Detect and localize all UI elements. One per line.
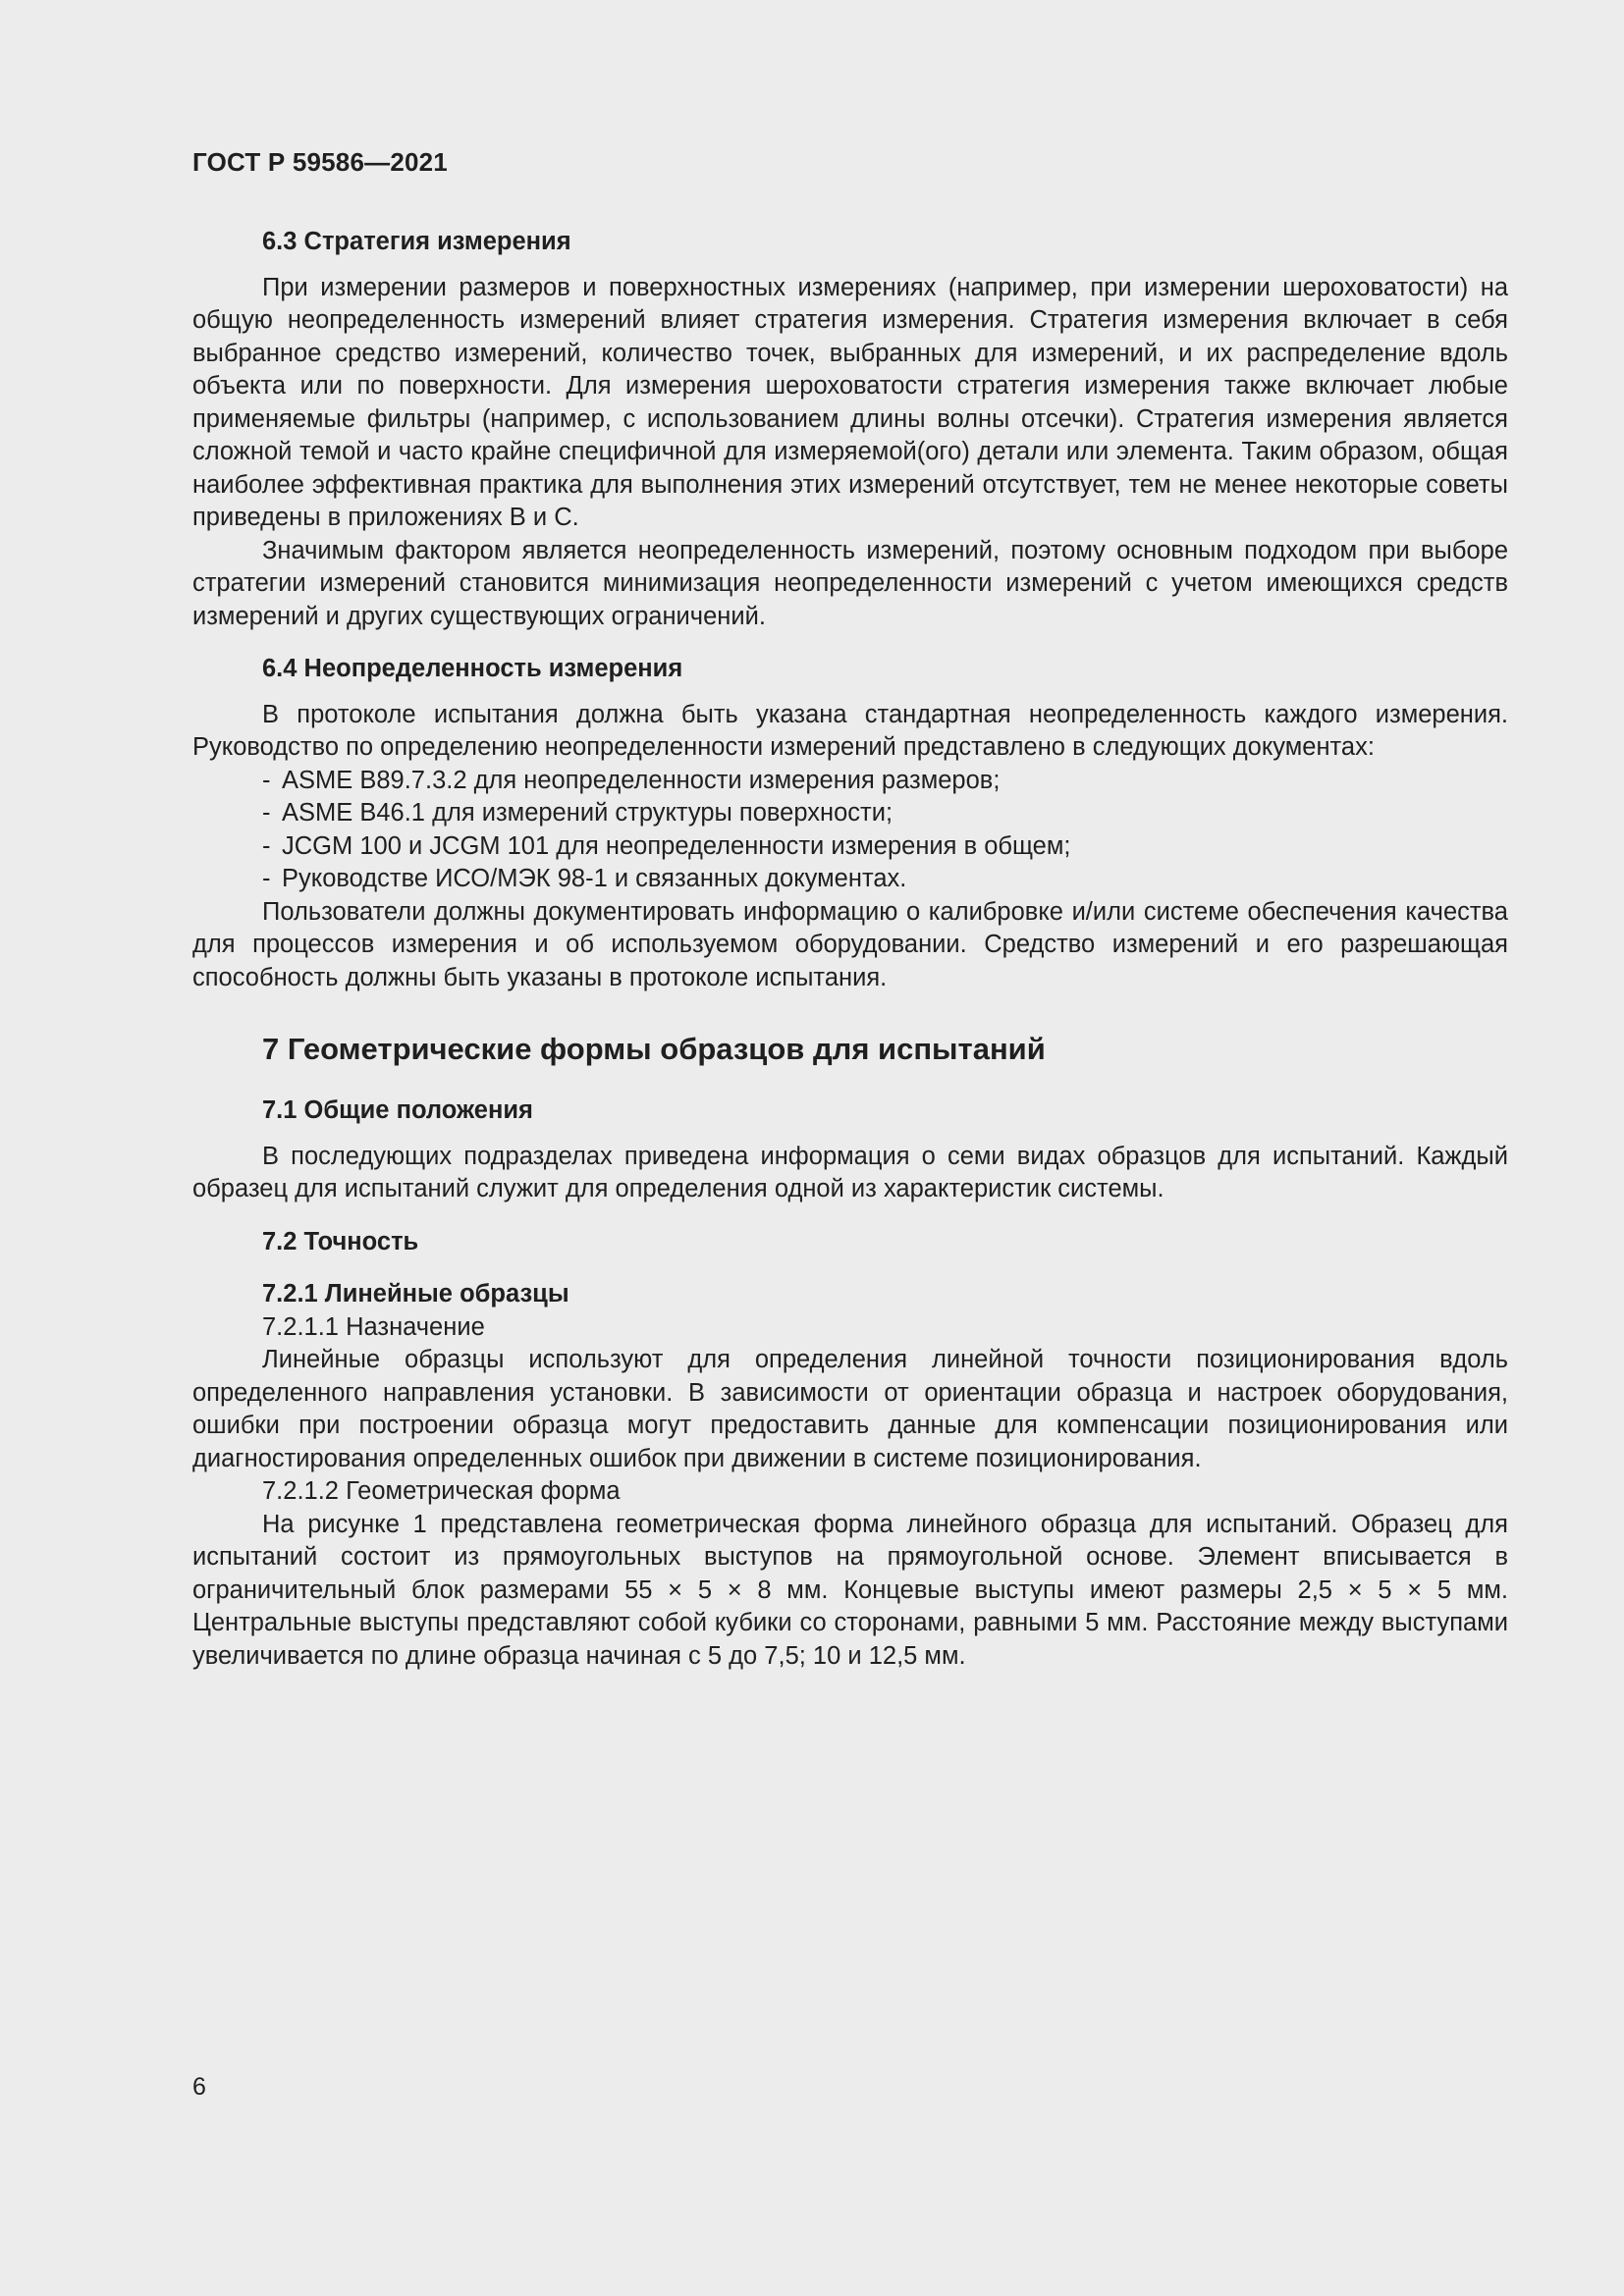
section-heading-7-2: 7.2 Точность (262, 1227, 419, 1255)
paragraph: В протоколе испытания должна быть указана стандартная неопределенность каждого измерения. Руководство по определению неопределенности измерений представлено в следующих документах: (192, 700, 1508, 761)
subsection-heading-7-2-1-2: 7.2.1.2 Геометрическая форма (262, 1477, 621, 1505)
list-item: - JCGM 100 и JCGM 101 для неопределенности измерения в общем; (262, 830, 1508, 864)
section-heading-7: 7 Геометрические формы образцов для испытаний (262, 1032, 1046, 1066)
paragraph: В последующих подразделах приведена информация о семи видах образцов для испытаний. Каждый образец для испытаний служит для определения одной из характеристик системы. (192, 1142, 1508, 1202)
subsection-heading-7-2-1-1: 7.2.1.1 Назначение (262, 1312, 485, 1341)
list-item: - ASME B89.7.3.2 для неопределенности измерения размеров; (262, 765, 1508, 798)
list-item: - Руководстве ИСО/МЭК 98-1 и связанных документах. (262, 863, 1508, 896)
list-item: - ASME B46.1 для измерений структуры поверхности; (262, 797, 1508, 830)
list-dash: - (262, 799, 271, 827)
section-heading-7-2-1: 7.2.1 Линейные образцы (262, 1280, 569, 1308)
section-heading-6-4: 6.4 Неопределенность измерения (262, 655, 683, 682)
document-header: ГОСТ Р 59586—2021 (192, 147, 448, 177)
document-body (192, 226, 1508, 1673)
paragraph: На рисунке 1 представлена геометрическая форма линейного образца для испытаний. Образец для испытаний состоит из прямоугольных выступов на прямоугольной основе. Элемент вписывается в ограничительный блок размерами 55 × 5 × 8 мм. Концевые выступы имеют размеры 2,5 × 5 × 5 мм. Центральные выступы представляют собой кубики со сторонами, равными 5 мм. Расстояние между выступами увеличивается по длине образца начиная с 5 до 7,5; 10 и 12,5 мм. (192, 1510, 1508, 1670)
list-dash: - (262, 865, 271, 892)
list-dash: - (262, 831, 271, 860)
paragraph: Пользователи должны документировать информацию о калибровке и/или системе обеспечения качества для процессов измерения и об используемом оборудовании. Средство измерений и его разрешающая способность должны быть указаны в протоколе испытания. (192, 897, 1508, 991)
paragraph: При измерении размеров и поверхностных измерениях (например, при измерении шероховатости) на общую неопределенность измерений влияет стратегия измерения. Стратегия измерения включает в себя выбранное средство измерений, количество точек, выбранных для измерений, и их распределение вдоль объекта или по поверхности. Для измерения шероховатости стратегия измерения также включает любые применяемые фильтры (например, с использованием длины волны отсечки). Стратегия измерения является сложной темой и часто крайне специфичной для измеряемой(ого) детали или элемента. Таким образом, общая наиболее эффективная практика для выполнения этих измерений отсутствует, тем не менее некоторые советы приведены в приложениях В и С. (192, 273, 1508, 531)
paragraph: Значимым фактором является неопределенность измерений, поэтому основным подходом при выборе стратегии измерений становится минимизация неопределенности измерений с учетом имеющихся средств измерений и других существующих ограничений. (192, 536, 1508, 630)
list-dash: - (262, 766, 271, 794)
reference-list (192, 765, 1508, 896)
paragraph: Линейные образцы используют для определения линейной точности позиционирования вдоль определенного направления установки. В зависимости от ориентации образца и настроек оборудования, ошибки при построении образца могут предоставить данные для компенсации позиционирования или диагностирования определенных ошибок при движении в системе позиционирования. (192, 1346, 1508, 1472)
section-heading-6-3: 6.3 Стратегия измерения (262, 228, 571, 255)
page-number: 6 (192, 2073, 206, 2101)
section-heading-7-1: 7.1 Общие положения (262, 1096, 533, 1124)
